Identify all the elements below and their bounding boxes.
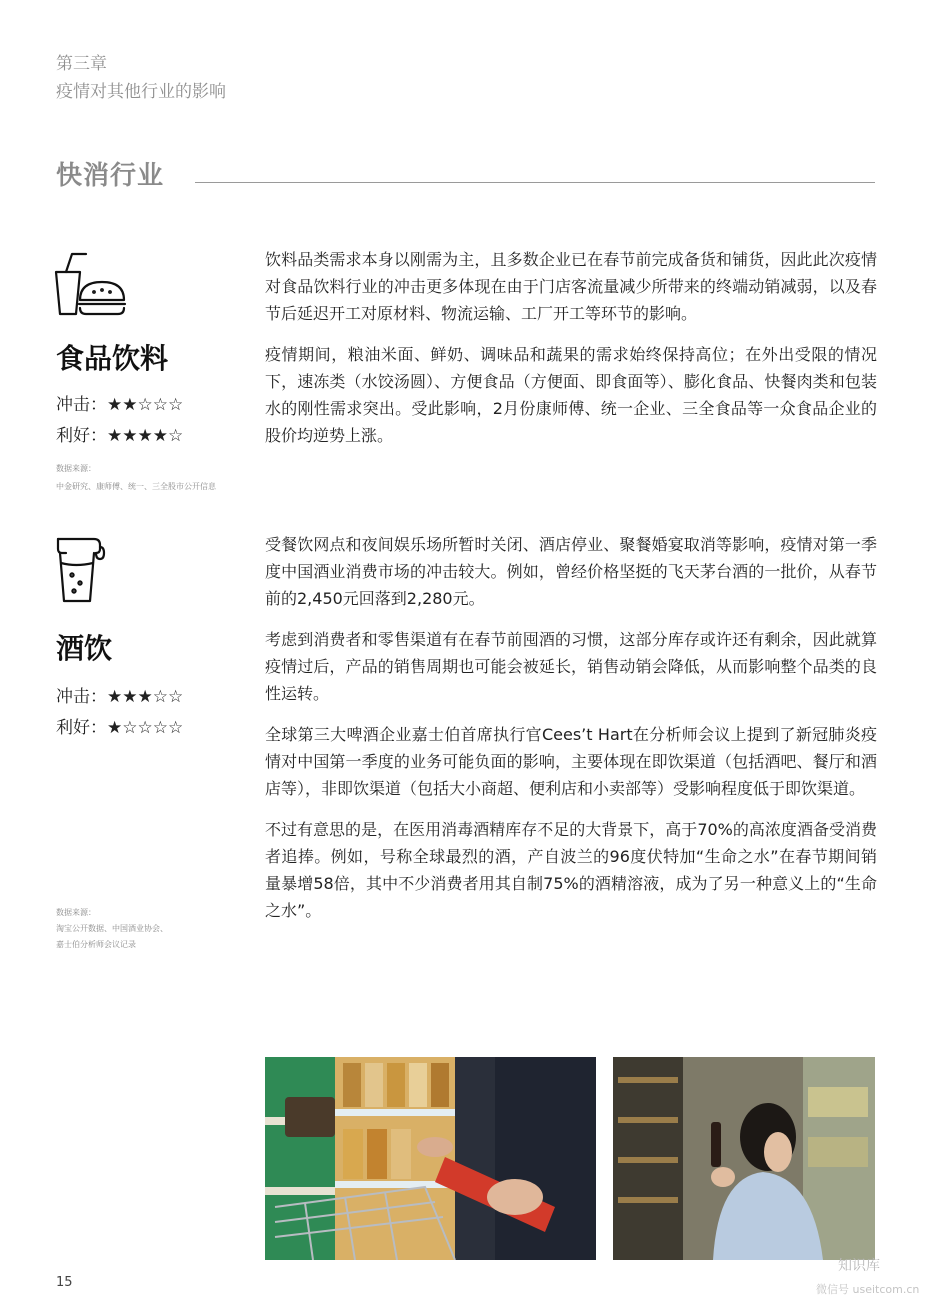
food-source-text: 中金研究、康师傅、统一、三全股市公开信息	[56, 482, 216, 491]
alcohol-paragraph: 受餐饮网点和夜间娱乐场所暂时关闭、酒店停业、聚餐婚宴取消等影响，疫情对第一季度中国酒业消费市场的冲击较大。例如，曾经价格坚挺的飞天茅台酒的一批价，从春节前的2,450元回落到2,280元。	[265, 535, 877, 608]
supermarket-cart-photo	[265, 1057, 596, 1260]
alcohol-source-label: 数据来源：	[56, 908, 96, 917]
page-number: 15	[56, 1275, 73, 1290]
woman-shopping-photo	[613, 1057, 875, 1260]
alcohol-source-text: 淘宝公开数据、中国酒业协会、	[56, 924, 168, 933]
food-paragraph: 饮料品类需求本身以刚需为主，且多数企业已在春节前完成备货和铺货，因此此次疫情对食品饮料行业的冲击更多体现在由于门店客流量减少所带来的终端动销减弱，以及春节后延迟开工对原材料、物流运输、工厂开工等环节的影响。	[265, 250, 877, 323]
watermark-subtext: 微信号 useitcom.cn	[816, 1283, 920, 1296]
alcohol-paragraph: 全球第三大啤酒企业嘉士伯首席执行官Cees’t Hart在分析师会议上提到了新冠肺炎疫情对中国第一季度的业务可能负面的影响，主要体现在即饮渠道（包括酒吧、餐厅和酒店等），非即饮渠道（包括大小商超、便利店和小卖部等）受影响程度低于即饮渠道。	[265, 725, 877, 798]
drink-burger-icon	[52, 250, 132, 330]
section-title: 快消行业	[56, 161, 165, 191]
watermark-text: 知识库	[838, 1258, 880, 1274]
alcohol-paragraph: 考虑到消费者和零售渠道有在春节前囤酒的习惯，这部分库存或许还有剩余，因此就算疫情过后，产品的销售周期也可能会被延长，销售动销会降低，从而影响整个品类的良性运转。	[265, 630, 877, 703]
food-paragraph: 疫情期间，粮油米面、鲜奶、调味品和蔬果的需求始终保持高位；在外出受限的情况下，速冻类（水饺汤圆）、方便食品（方便面、即食面等）、膨化食品、快餐肉类和包装水的刚性需求突出。受此影响，2月份康师傅、统一企业、三全食品等一众食品企业的股价均逆势上涨。	[265, 345, 877, 445]
food-benefit-rating: 利好：★★★★☆	[56, 426, 184, 446]
section-divider	[195, 182, 875, 183]
alcohol-category-title: 酒饮	[56, 632, 113, 665]
alcohol-source-text: 嘉士伯分析师会议记录	[56, 940, 136, 949]
food-impact-rating: 冲击：★★☆☆☆	[56, 395, 184, 415]
chapter-heading	[56, 50, 226, 106]
chapter-number: 第三章	[56, 54, 107, 74]
alcohol-body	[265, 531, 877, 938]
beer-glass-icon	[52, 535, 132, 615]
alcohol-paragraph: 不过有意思的是，在医用消毒酒精库存不足的大背景下，高于70%的高浓度酒备受消费者追捧。例如，号称全球最烈的酒，产自波兰的96度伏特加“生命之水”在春节期间销量暴增58倍，其中不少消费者用其自制75%的酒精溶液，成为了另一种意义上的“生命之水”。	[265, 820, 877, 920]
alcohol-impact-rating: 冲击：★★★☆☆	[56, 687, 184, 707]
food-source-label: 数据来源：	[56, 464, 96, 473]
food-body	[265, 246, 877, 463]
alcohol-benefit-rating: 利好：★☆☆☆☆	[56, 718, 184, 738]
food-category-title: 食品饮料	[56, 342, 169, 375]
chapter-subtitle: 疫情对其他行业的影响	[56, 82, 226, 102]
